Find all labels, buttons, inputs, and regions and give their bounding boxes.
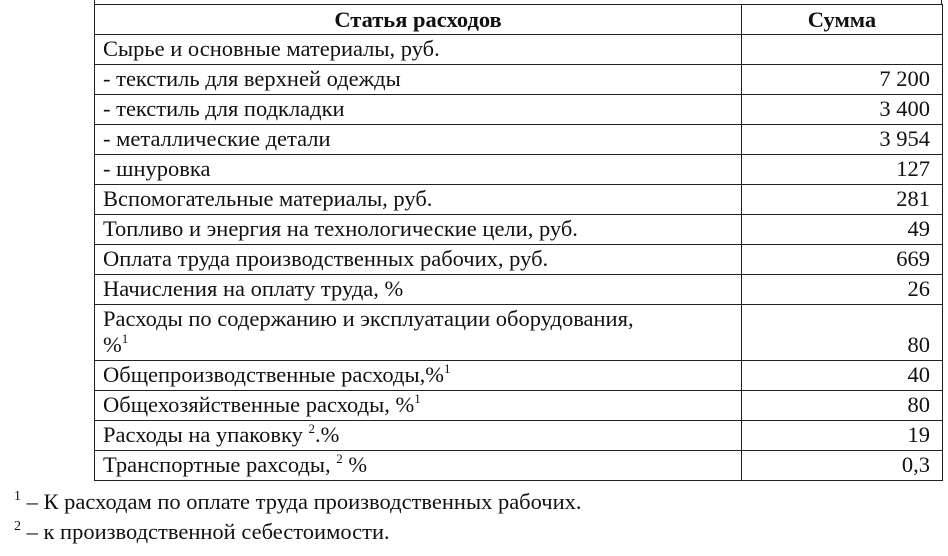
- row-item-text: - металлические детали: [103, 126, 331, 151]
- row-item-tail: %: [342, 452, 368, 477]
- table-row: [95, 125, 943, 155]
- footnote-ref: 2: [336, 450, 343, 466]
- footnote-mark: 1: [14, 488, 21, 504]
- row-item-tail: .%: [314, 422, 340, 447]
- row-item-text: Оплата труда производственных рабочих, руб.: [103, 246, 549, 271]
- table-row: [95, 361, 943, 391]
- row-item-text: - шнуровка: [103, 156, 211, 181]
- row-sum: 3 954: [742, 125, 943, 155]
- row-item-text: Общехозяйственные расходы, %: [103, 392, 415, 417]
- table-row: [95, 185, 943, 215]
- table-row: [95, 65, 943, 95]
- row-sum: [742, 35, 943, 65]
- table-header-row: [95, 5, 943, 35]
- row-item: [95, 185, 742, 215]
- row-item: [95, 215, 742, 245]
- row-item-text: Общепроизводственные расходы,%: [103, 362, 444, 387]
- table-row: [95, 155, 943, 185]
- footnote: [14, 517, 914, 547]
- table-row: [95, 215, 943, 245]
- column-header-sum: Сумма: [742, 5, 943, 35]
- cost-table: [94, 4, 943, 481]
- table-row: [95, 391, 943, 421]
- table-row: [95, 95, 943, 125]
- footnotes: [14, 487, 914, 547]
- row-item: [95, 391, 742, 421]
- row-item: [95, 451, 742, 481]
- row-item-text-continued: %: [103, 332, 122, 357]
- row-sum: 80: [742, 305, 943, 361]
- table-row: [95, 275, 943, 305]
- row-sum: 40: [742, 361, 943, 391]
- row-sum: 19: [742, 421, 943, 451]
- table-row: [95, 305, 943, 361]
- table-row: [95, 421, 943, 451]
- row-item: [95, 95, 742, 125]
- footnote-text: – к производственной себестоимости.: [21, 519, 390, 544]
- row-sum: 49: [742, 215, 943, 245]
- row-item-text: Вспомогательные материалы, руб.: [103, 186, 433, 211]
- footnote-ref: 2: [308, 420, 315, 436]
- row-sum: 7 200: [742, 65, 943, 95]
- row-item: [95, 245, 742, 275]
- row-sum: 0,3: [742, 451, 943, 481]
- footnote-mark: 2: [14, 518, 21, 534]
- column-header-item: Статья расходов: [95, 5, 742, 35]
- footnote: [14, 487, 914, 517]
- row-sum: 80: [742, 391, 943, 421]
- table-row: [95, 35, 943, 65]
- row-item-text: Транспортные рахсоды,: [103, 452, 337, 477]
- row-sum: 127: [742, 155, 943, 185]
- footnote-ref: 1: [443, 360, 451, 376]
- row-item-text: Сырье и основные материалы, руб.: [103, 36, 440, 61]
- row-item-text: - текстиль для верхней одежды: [103, 66, 401, 91]
- row-item: [95, 65, 742, 95]
- row-sum: 3 400: [742, 95, 943, 125]
- table-row: [95, 451, 943, 481]
- row-item: [95, 305, 742, 361]
- row-item-text: Расходы на упаковку: [103, 422, 309, 447]
- row-item-text: Расходы по содержанию и эксплуатации оборудования,: [103, 306, 634, 331]
- row-sum: 281: [742, 185, 943, 215]
- row-item: [95, 275, 742, 305]
- row-item-text: - текстиль для подкладки: [103, 96, 345, 121]
- row-sum: 26: [742, 275, 943, 305]
- footnote-text: – К расходам по оплате труда производственных рабочих.: [21, 489, 582, 514]
- row-item-text: Топливо и энергия на технологические цели, руб.: [103, 216, 578, 241]
- row-item: [95, 125, 742, 155]
- table-row: [95, 245, 943, 275]
- row-item: [95, 421, 742, 451]
- row-item: [95, 155, 742, 185]
- row-sum: 669: [742, 245, 943, 275]
- row-item: [95, 361, 742, 391]
- row-item-text: Начисления на оплату труда, %: [103, 276, 404, 301]
- footnote-ref: 1: [121, 330, 129, 346]
- row-item: [95, 35, 742, 65]
- footnote-ref: 1: [414, 390, 421, 406]
